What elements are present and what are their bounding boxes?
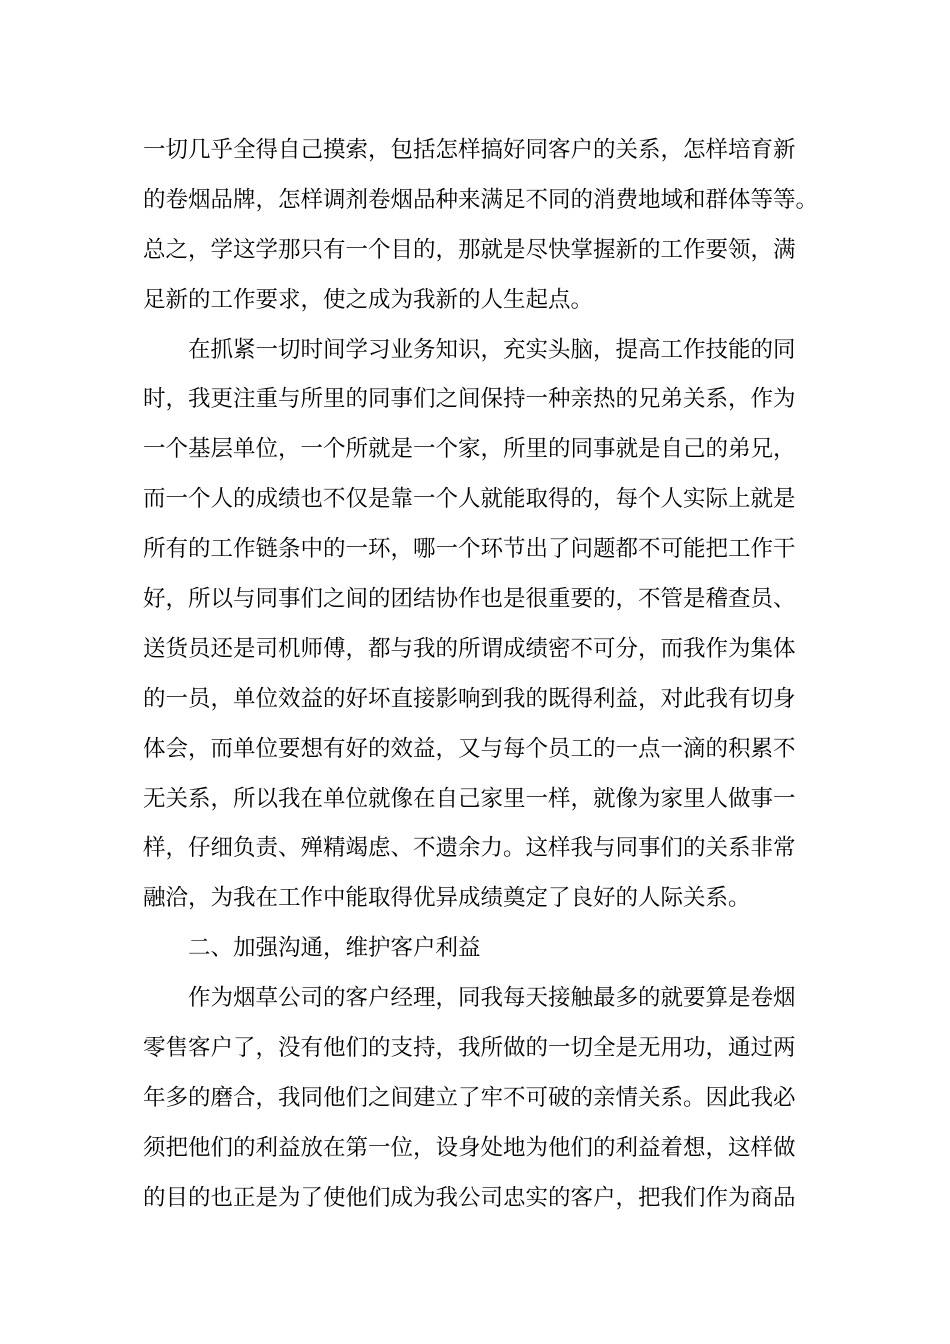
text-line: 好，所以与同事们之间的团结协作也是很重要的，不管是稽查员、 <box>143 586 796 613</box>
text-line: 时，我更注重与所里的同事们之间保持一种亲热的兄弟关系，作为 <box>143 386 796 413</box>
paragraph-1 <box>143 126 819 326</box>
paragraph-2 <box>143 326 808 925</box>
text-line: 的目的也正是为了使他们成为我公司忠实的客户，把我们作为商品 <box>143 1184 796 1211</box>
text-line: 一切几乎全得自己摸索，包括怎样搞好同客户的关系，怎样培育新 <box>143 137 796 163</box>
text-line: 样，仔细负责、殚精竭虑、不遗余力。这样我与同事们的关系非常 <box>143 835 796 862</box>
document-body <box>143 126 819 1224</box>
text-line: 须把他们的利益放在第一位，设身处地为他们的利益着想，这样做 <box>143 1134 796 1161</box>
section-heading <box>143 924 808 974</box>
text-line: 作为烟草公司的客户经理，同我每天接触最多的就要算是卷烟 <box>188 985 796 1012</box>
text-line: 送货员还是司机师傅，都与我的所谓成绩密不可分，而我作为集体 <box>143 635 796 662</box>
text-line: 在抓紧一切时间学习业务知识，充实头脑，提高工作技能的同 <box>188 336 796 363</box>
text-line: 一个基层单位，一个所就是一个家，所里的同事就是自己的弟兄， <box>143 436 796 463</box>
text-line: 足新的工作要求，使之成为我新的人生起点。 <box>143 286 594 313</box>
text-line: 年多的磨合，我同他们之间建立了牢不可破的亲情关系。因此我必 <box>143 1084 796 1111</box>
text-line: 体会，而单位要想有好的效益，又与每个员工的一点一滴的积累不 <box>143 735 796 762</box>
text-line: 而一个人的成绩也不仅是靠一个人就能取得的，每个人实际上就是 <box>143 486 796 513</box>
text-line: 无关系，所以我在单位就像在自己家里一样，就像为家里人做事一 <box>143 785 796 812</box>
text-line: 零售客户了，没有他们的支持，我所做的一切全是无用功，通过两 <box>143 1035 796 1062</box>
paragraph-3 <box>143 974 808 1223</box>
text-line: 的卷烟品牌，怎样调剂卷烟品种来满足不同的消费地域和群体等等。 <box>143 186 819 213</box>
text-line: 所有的工作链条中的一环，哪一个环节出了问题都不可能把工作干 <box>143 536 796 563</box>
text-line: 融洽，为我在工作中能取得优异成绩奠定了良好的人际关系。 <box>143 885 751 912</box>
heading-line: 二、加强沟通，维护客户利益 <box>188 935 481 962</box>
text-line: 的一员，单位效益的好坏直接影响到我的既得利益，对此我有切身 <box>143 685 796 712</box>
text-line: 总之，学这学那只有一个目的，那就是尽快掌握新的工作要领，满 <box>143 236 796 263</box>
